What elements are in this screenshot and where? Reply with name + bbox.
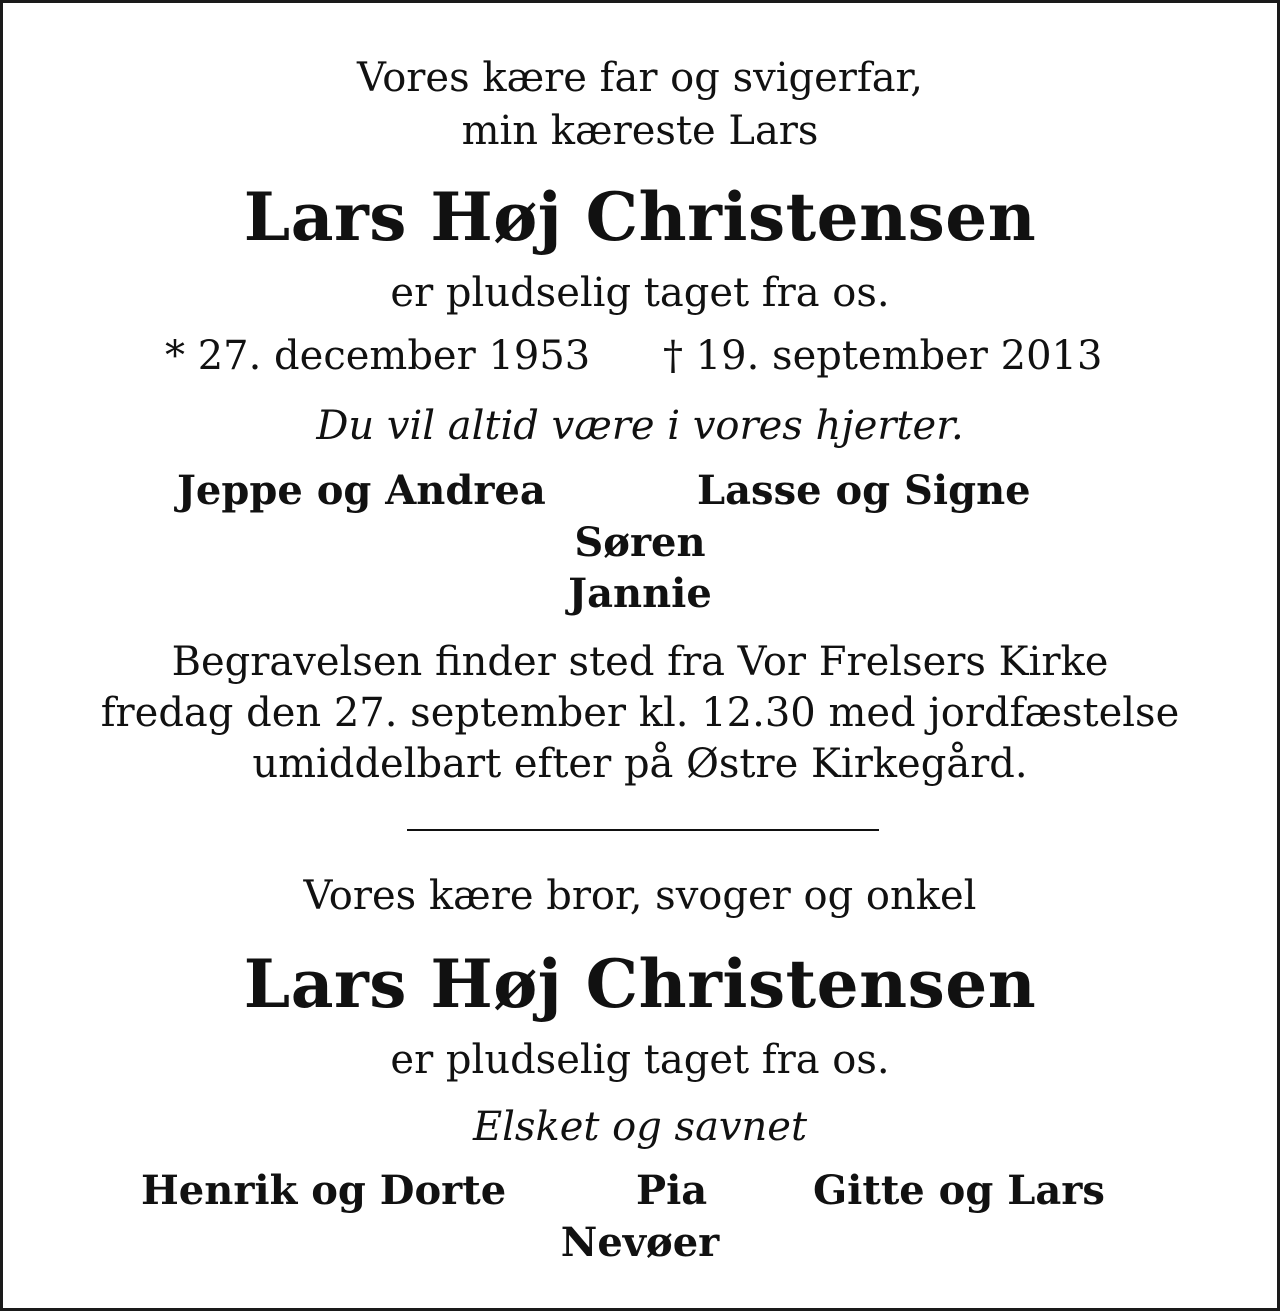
notice1-deceased-name: Lars Høj Christensen — [243, 178, 1037, 256]
notice2-family-right: Gitte og Lars — [813, 1167, 1105, 1214]
notice1-intro-line2: min kæreste Lars — [461, 108, 819, 154]
notice1-birth-date: * 27. december 1953 — [165, 333, 591, 379]
notice2-statement: er pludselig taget fra os. — [390, 1037, 890, 1083]
notice2-family-left: Henrik og Dorte — [141, 1167, 507, 1214]
notice1-statement: er pludselig taget fra os. — [390, 270, 890, 316]
notice1-funeral-line2: fredag den 27. september kl. 12.30 med jordfæstelse — [100, 690, 1180, 736]
notice1-intro-line1: Vores kære far og svigerfar, — [357, 55, 923, 101]
notice1-funeral-line1: Begravelsen finder sted fra Vor Frelsers Kirke — [171, 639, 1109, 685]
notice2-deceased-name: Lars Høj Christensen — [243, 945, 1037, 1023]
notice1-funeral-line3: umiddelbart efter på Østre Kirkegård. — [252, 741, 1028, 787]
notice2-family-nephews: Nevøer — [560, 1219, 720, 1266]
notice2-quote: Elsket og savnet — [472, 1104, 808, 1150]
notice2-intro: Vores kære bror, svoger og onkel — [303, 873, 977, 919]
notice2-family-center: Pia — [636, 1167, 708, 1214]
notice1-family-right: Lasse og Signe — [697, 467, 1031, 514]
notice1-death-date: † 19. september 2013 — [663, 333, 1103, 379]
section-divider — [407, 829, 879, 831]
notice1-family-jannie: Jannie — [568, 570, 712, 617]
notice1-family-left: Jeppe og Andrea — [177, 467, 546, 514]
notice1-family-soren: Søren — [574, 519, 706, 566]
notice1-quote: Du vil altid være i vores hjerter. — [316, 403, 964, 449]
